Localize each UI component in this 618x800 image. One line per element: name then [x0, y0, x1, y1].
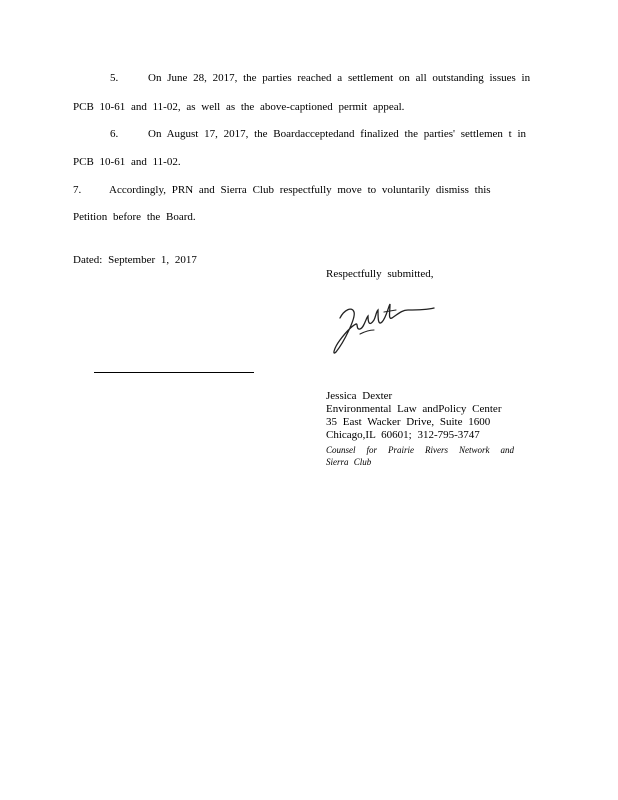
- signature-block: [326, 390, 514, 468]
- handwritten-signature: [330, 296, 440, 363]
- paragraph-text: Accordingly, PRN and Sierra Club respectfully move to voluntarily dismiss this: [109, 184, 491, 196]
- signer-city-phone: Chicago,IL 60601; 312-795-3747: [326, 429, 480, 441]
- signer-name: Jessica Dexter: [326, 390, 393, 402]
- dated-line: Dated: September 1, 2017: [73, 254, 197, 266]
- paragraph-text: On June 28, 2017, the parties reached a settlement on all outstanding issues in: [148, 72, 531, 84]
- paragraph-number: 7.: [73, 184, 82, 196]
- signer-organization: Environmental Law andPolicy Center: [326, 403, 502, 415]
- paragraph-6-first-line: [110, 128, 527, 141]
- signer-address: 35 East Wacker Drive, Suite 1600: [326, 416, 491, 428]
- paragraph-text: On August 17, 2017, the Boardacceptedand finalized the parties' settlemen t in: [148, 128, 527, 140]
- paragraph-number: 5.: [110, 72, 119, 84]
- signature-line: [94, 372, 254, 373]
- counsel-line-1: Counsel for Prairie Rivers Network and: [326, 445, 514, 455]
- paragraph-6-second-line: PCB 10-61 and 11-02.: [73, 156, 181, 168]
- paragraph-number: 6.: [110, 128, 119, 140]
- paragraph-5-first-line: [110, 72, 531, 85]
- paragraph-7-second-line: Petition before the Board.: [73, 211, 196, 223]
- counsel-line-2: Sierra Club: [326, 457, 372, 467]
- paragraph-7-first-line: [73, 184, 493, 197]
- closing-text: Respectfully submitted,: [326, 268, 434, 280]
- paragraph-5-second-line: PCB 10-61 and 11-02, as well as the above-captioned permit appeal.: [73, 101, 405, 113]
